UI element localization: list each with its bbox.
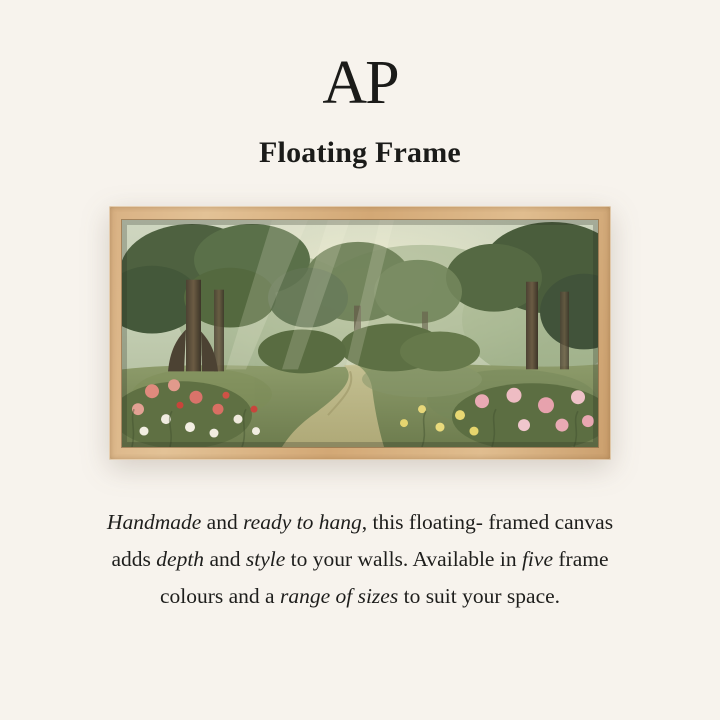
- forest-painting-svg: [122, 220, 598, 447]
- desc-text-3: framed canvas adds: [111, 510, 614, 571]
- wooden-frame: [109, 206, 611, 460]
- brand-logo: AP: [322, 49, 398, 117]
- desc-text-5: to your walls.: [285, 546, 409, 571]
- desc-text-7: frame colours and a: [159, 546, 609, 608]
- desc-em-range-of: range of: [279, 583, 353, 608]
- desc-em-ready-to-hang: ready to hang: [243, 510, 362, 534]
- desc-em-five: five: [521, 546, 553, 571]
- desc-text-4: and: [204, 546, 246, 571]
- desc-em-depth: depth: [156, 546, 205, 571]
- desc-em-handmade: Handmade: [106, 510, 202, 534]
- desc-em-sizes: sizes: [357, 583, 399, 608]
- framed-artwork: [109, 206, 611, 460]
- product-description: [100, 504, 620, 615]
- desc-text-1: and: [201, 510, 244, 534]
- desc-text-8: to suit your space.: [398, 583, 561, 608]
- page-title: Floating Frame: [259, 136, 461, 169]
- desc-text-6: Available in: [412, 546, 522, 571]
- canvas-artwork: [122, 220, 598, 447]
- desc-em-style: style: [245, 546, 286, 571]
- desc-text-2: , this floating-: [361, 510, 483, 534]
